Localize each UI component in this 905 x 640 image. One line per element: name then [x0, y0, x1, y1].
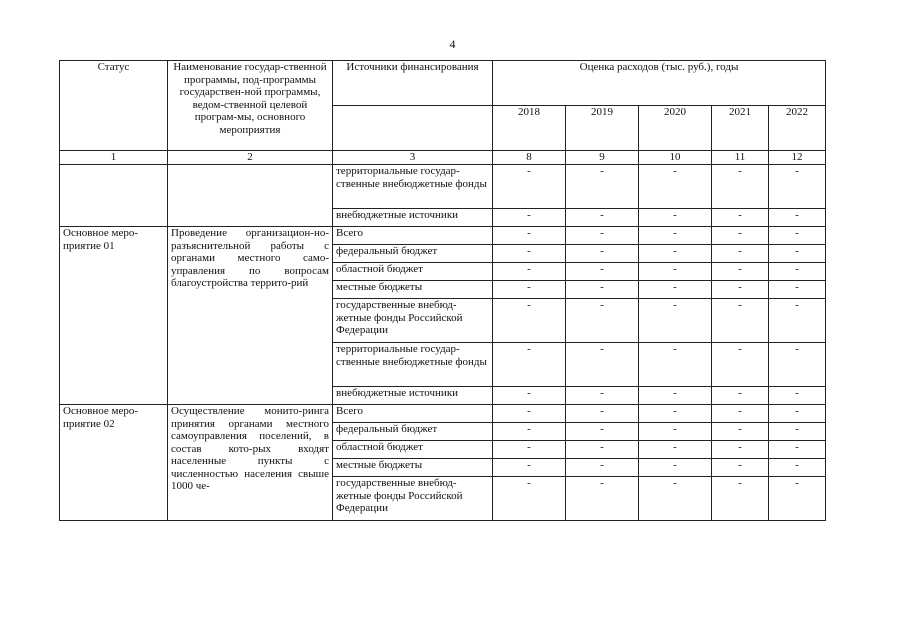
value-cell: - — [566, 299, 639, 343]
value-cell: - — [566, 387, 639, 405]
value-cell: - — [769, 227, 826, 245]
budget-table — [59, 60, 826, 521]
funding-source-cell: внебюджетные источники — [333, 209, 493, 227]
value-cell: - — [712, 405, 769, 423]
value-cell: - — [769, 387, 826, 405]
header-estimate: Оценка расходов (тыс. руб.), годы — [493, 61, 826, 106]
column-number: 2 — [168, 151, 333, 165]
value-cell: - — [493, 209, 566, 227]
status-cell — [60, 165, 168, 227]
header-year: 2022 — [769, 106, 826, 151]
column-number: 1 — [60, 151, 168, 165]
value-cell: - — [493, 477, 566, 521]
status-cell: Основное меро-приятие 01 — [60, 227, 168, 405]
value-cell: - — [639, 459, 712, 477]
header-year: 2021 — [712, 106, 769, 151]
header-year: 2020 — [639, 106, 712, 151]
value-cell: - — [639, 405, 712, 423]
funding-source-cell: местные бюджеты — [333, 459, 493, 477]
column-number-row — [60, 151, 826, 165]
value-cell: - — [493, 423, 566, 441]
value-cell: - — [493, 343, 566, 387]
value-cell: - — [712, 245, 769, 263]
measure-name-cell: Проведение организацион-но-разъяснительной работы с органами местного само-управления по вопросам благоустройства террито-рий — [168, 227, 333, 405]
value-cell: - — [566, 165, 639, 209]
funding-source-cell: внебюджетные источники — [333, 387, 493, 405]
header-sources-blank — [333, 106, 493, 151]
value-cell: - — [639, 423, 712, 441]
value-cell: - — [493, 299, 566, 343]
table-row — [60, 405, 826, 423]
value-cell: - — [566, 209, 639, 227]
funding-source-cell: федеральный бюджет — [333, 423, 493, 441]
funding-source-cell: государственные внебюд-жетные фонды Российской Федерации — [333, 299, 493, 343]
column-number: 11 — [712, 151, 769, 165]
value-cell: - — [712, 387, 769, 405]
value-cell: - — [639, 343, 712, 387]
value-cell: - — [769, 405, 826, 423]
value-cell: - — [712, 263, 769, 281]
value-cell: - — [493, 387, 566, 405]
value-cell: - — [712, 441, 769, 459]
value-cell: - — [566, 245, 639, 263]
value-cell: - — [493, 245, 566, 263]
value-cell: - — [712, 227, 769, 245]
value-cell: - — [769, 245, 826, 263]
funding-source-cell: территориальные государ-ственные внебюджетные фонды — [333, 343, 493, 387]
value-cell: - — [769, 281, 826, 299]
value-cell: - — [639, 227, 712, 245]
value-cell: - — [566, 477, 639, 521]
value-cell: - — [712, 477, 769, 521]
header-year: 2018 — [493, 106, 566, 151]
funding-source-cell: областной бюджет — [333, 263, 493, 281]
value-cell: - — [639, 165, 712, 209]
value-cell: - — [769, 209, 826, 227]
column-number: 8 — [493, 151, 566, 165]
value-cell: - — [712, 459, 769, 477]
value-cell: - — [769, 477, 826, 521]
value-cell: - — [566, 441, 639, 459]
funding-source-cell: федеральный бюджет — [333, 245, 493, 263]
value-cell: - — [639, 263, 712, 281]
value-cell: - — [639, 477, 712, 521]
measure-name-cell: Осуществление монито-ринга принятия органами местного самоуправления поселений, в состав кото-рых входят населенные пункты с численностью населения свыше 1000 че- — [168, 405, 333, 521]
value-cell: - — [493, 165, 566, 209]
value-cell: - — [566, 343, 639, 387]
value-cell: - — [639, 281, 712, 299]
value-cell: - — [769, 459, 826, 477]
value-cell: - — [712, 299, 769, 343]
column-number: 9 — [566, 151, 639, 165]
value-cell: - — [712, 165, 769, 209]
value-cell: - — [639, 245, 712, 263]
value-cell: - — [566, 281, 639, 299]
header-year: 2019 — [566, 106, 639, 151]
value-cell: - — [566, 227, 639, 245]
column-number: 3 — [333, 151, 493, 165]
value-cell: - — [769, 343, 826, 387]
value-cell: - — [566, 263, 639, 281]
value-cell: - — [769, 263, 826, 281]
header-status: Статус — [60, 61, 168, 151]
value-cell: - — [712, 209, 769, 227]
value-cell: - — [769, 165, 826, 209]
header-name: Наименование государ-ственной программы, под-программы государствен-ной программы, ведом-ственной целевой програм-мы, основного мероприятия — [168, 61, 333, 151]
value-cell: - — [493, 281, 566, 299]
funding-source-cell: Всего — [333, 227, 493, 245]
table-row — [60, 227, 826, 245]
value-cell: - — [493, 441, 566, 459]
funding-source-cell: областной бюджет — [333, 441, 493, 459]
value-cell: - — [493, 227, 566, 245]
value-cell: - — [639, 441, 712, 459]
value-cell: - — [639, 299, 712, 343]
page-number: 4 — [449, 37, 456, 51]
value-cell: - — [566, 423, 639, 441]
header-sources: Источники финансирования — [333, 61, 493, 106]
value-cell: - — [769, 299, 826, 343]
value-cell: - — [769, 441, 826, 459]
value-cell: - — [566, 459, 639, 477]
value-cell: - — [712, 343, 769, 387]
value-cell: - — [639, 209, 712, 227]
status-cell: Основное меро-приятие 02 — [60, 405, 168, 521]
value-cell: - — [712, 423, 769, 441]
column-number: 10 — [639, 151, 712, 165]
funding-source-cell: государственные внебюд-жетные фонды Российской Федерации — [333, 477, 493, 521]
value-cell: - — [493, 263, 566, 281]
value-cell: - — [712, 281, 769, 299]
value-cell: - — [639, 387, 712, 405]
value-cell: - — [493, 405, 566, 423]
funding-source-cell: территориальные государ-ственные внебюджетные фонды — [333, 165, 493, 209]
value-cell: - — [769, 423, 826, 441]
column-number: 12 — [769, 151, 826, 165]
table-row — [60, 165, 826, 209]
funding-source-cell: местные бюджеты — [333, 281, 493, 299]
value-cell: - — [566, 405, 639, 423]
table-body — [60, 165, 826, 521]
measure-name-cell — [168, 165, 333, 227]
funding-source-cell: Всего — [333, 405, 493, 423]
value-cell: - — [493, 459, 566, 477]
